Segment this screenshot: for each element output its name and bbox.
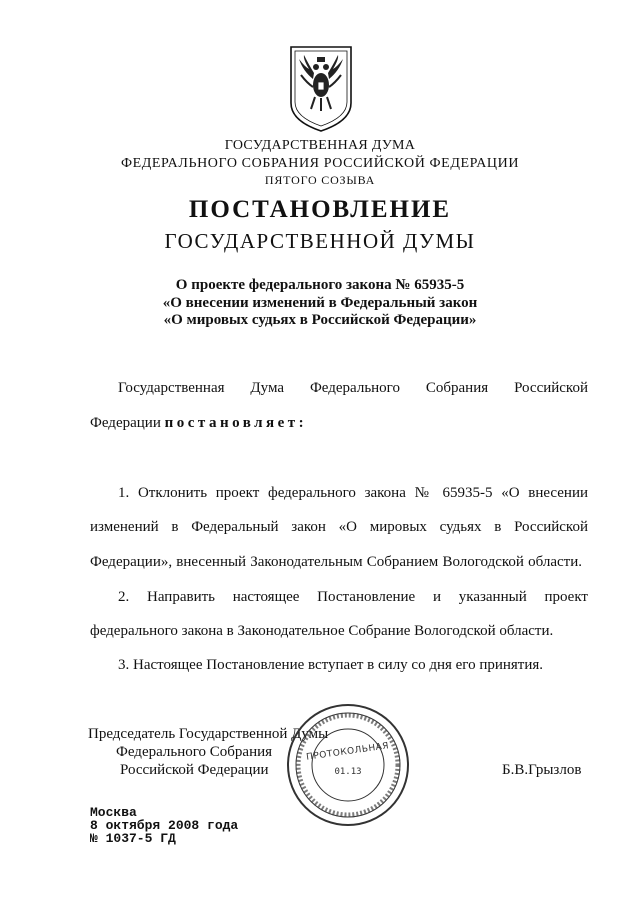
subject-line-1: О проекте федерального закона № 65935-5 [175,277,465,293]
signature-position-line-1: Председатель Государственной Думы [88,726,329,742]
signature-position-line-3: Российской Федерации [120,762,269,778]
document-issuer-title: ГОСУДАРСТВЕННОЙ ДУМЫ [164,229,476,253]
subject-line-2: «О внесении изменений в Федеральный закон [162,295,478,311]
document-type-title: ПОСТАНОВЛЕНИЕ [188,196,452,223]
item-1-line-3: Федерации», внесенный Законодательным Собранием Вологодской области. [90,554,582,570]
footer-number: № 1037-5 ГД [90,831,176,846]
coat-of-arms-emblem [289,45,353,133]
preamble-line-2 [90,415,307,432]
signature-position-line-2: Федерального Собрания [116,744,273,760]
footer-date: 8 октября 2008 года [90,818,239,833]
preamble-resolves: постановляет: [164,415,308,431]
subject-line-3: «О мировых судьях в Российской Федерации» [163,312,477,328]
item-1-line-2: изменений в Федеральный закон «О мировых судьях в Российской [90,519,588,535]
preamble-line-1: Государственная Дума Федерального Собрания Российской [118,380,588,396]
item-1-line-1: 1. Отклонить проект федерального закона № 65935-5 «О внесении [118,485,588,501]
header-line-2: ФЕДЕРАЛЬНОГО СОБРАНИЯ РОССИЙСКОЙ ФЕДЕРАЦИИ [120,156,520,171]
preamble-federation: Федерации [90,415,161,431]
header-line-1: ГОСУДАРСТВЕННАЯ ДУМА [224,138,416,153]
stamp-number: 01.13 [334,767,362,777]
signatory-name: Б.В.Грызлов [502,762,582,778]
footer-city: Москва [90,805,137,820]
item-2-line-1: 2. Направить настоящее Постановление и указанный проект [118,589,588,605]
item-3-line-1: 3. Настоящее Постановление вступает в силу со дня его принятия. [118,657,544,673]
official-stamp [283,700,413,830]
header-line-3: ПЯТОГО СОЗЫВА [264,173,376,187]
stamp-center-text: ПРОТОКОЛЬНАЯ [305,741,390,763]
item-2-line-2: федерального закона в Законодательное Собрание Вологодской области. [90,623,554,639]
